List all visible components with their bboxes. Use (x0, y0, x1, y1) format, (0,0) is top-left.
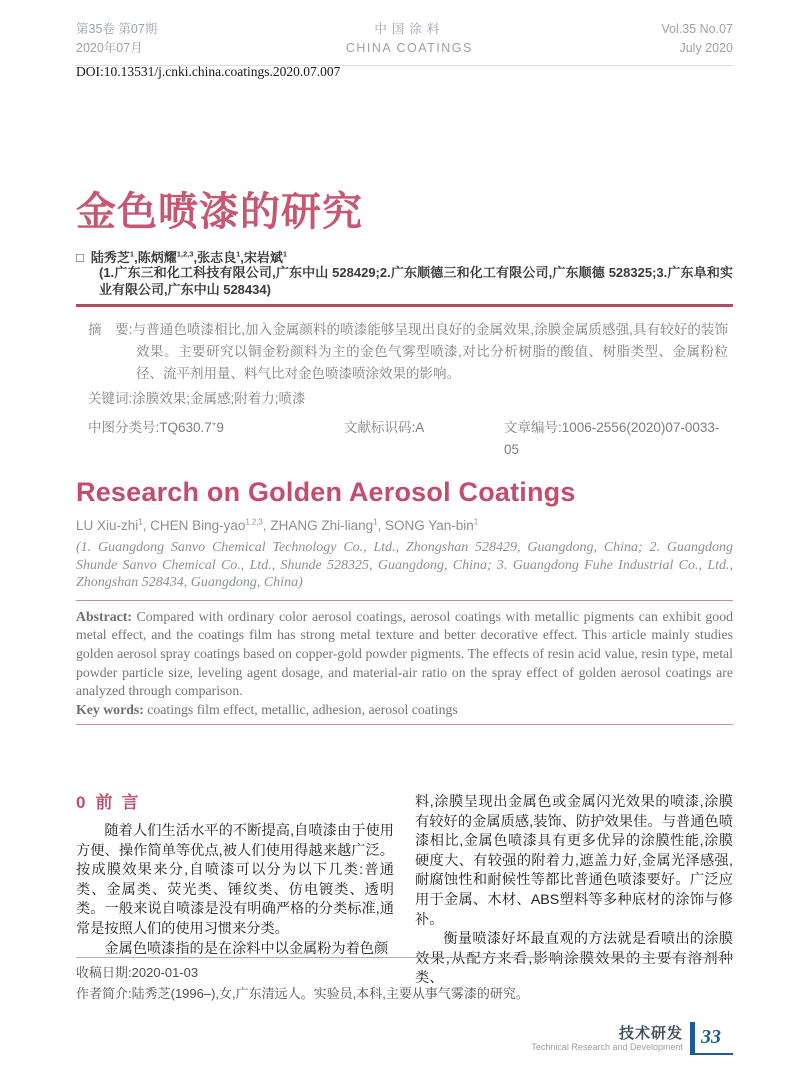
doi-line: DOI:10.13531/j.cnki.china.coatings.2020.07.007 (76, 64, 341, 79)
body-paragraph: 金属色喷漆指的是在涂料中以金属粉为着色颜 (104, 940, 389, 957)
abstract-label-cn: 摘 要: (88, 322, 133, 337)
journal-name (346, 20, 473, 58)
body-paragraph: 衡量喷漆好坏最直观的方法就是看喷出的涂膜效果,从配方来看,影响涂膜效果的主要有溶剂种类、 (415, 931, 733, 987)
clc-value: TQ630.7+9 (159, 419, 224, 435)
author-bio-line (76, 983, 733, 1004)
abstract-cn (88, 319, 728, 386)
doc-code-value: A (415, 419, 425, 435)
received-date-label: 收稿日期: (76, 965, 132, 980)
article-title-cn: 金色喷漆的研究 (76, 190, 363, 234)
classification-row (88, 417, 728, 461)
section-heading (76, 793, 394, 813)
keywords-label-en: Key words: (76, 701, 144, 717)
footer-column-name (531, 1022, 683, 1053)
page-number-badge (690, 1022, 733, 1055)
author-bio-label: 作者简介: (76, 986, 132, 1001)
received-date-line (76, 962, 733, 983)
journal-issue-info-en (661, 20, 733, 58)
divider-thin-bottom (76, 724, 733, 725)
body-paragraph: 随着人们生活水平的不断提高,自喷漆由于使用方便、操作简单等优点,被人们使用得越来越广泛。按成膜效果来分,自喷漆可以分为以下几类:普通类、金属类、荧光类、锤纹类、仿电镀类、透明类。一般来说自喷漆是没有明确严格的分类标准,通常是按照人们的使用习惯来分类。 (76, 823, 394, 937)
abstract-label-en: Abstract: (76, 608, 132, 624)
keywords-cn (88, 388, 728, 410)
affiliation-cn: (1.广东三和化工科技有限公司,广东中山 528429;2.广东顺德三和化工有限公司,广东顺德 528325;3.广东阜和实业有限公司,广东中山 528434) (99, 265, 733, 297)
article-id (504, 417, 728, 461)
journal-header (76, 20, 733, 66)
author-bio-text: 陆秀芝(1996–),女,广东清远人。实验员,本科,主要从事气雾漆的研究。 (131, 986, 529, 1001)
footer-column-en: Technical Research and Development (531, 1042, 683, 1052)
article-id-value: 1006-2556(2020)07-0033-05 (504, 419, 720, 458)
volume-issue-en: Vol.35 No.07 (661, 22, 733, 36)
volume-issue-cn: 第35卷 第07期 (76, 22, 158, 36)
body-paragraph: 料,涂膜呈现出金属色或金属闪光效果的喷漆,涂膜有较好的金属质感,装饰、防护效果佳。与普通色喷漆相比,金属色喷漆具有更多优异的涂膜性能,涂膜硬度大、有较强的附着力,遮盖力好,金属光泽感强,耐腐蚀性和耐候性等都比普通色喷漆要好。广泛应用于金属、木材、ABS塑料等多种底材的涂饰与修补。 (415, 794, 733, 928)
doc-code-label: 文献标识码: (344, 419, 416, 435)
page-number: 33 (695, 1022, 733, 1055)
issue-date-en: July 2020 (679, 41, 733, 55)
body-column-left (76, 793, 394, 959)
keywords-text-en: coatings film effect, metallic, adhesion, aerosol coatings (147, 701, 458, 717)
page-footer (531, 1022, 733, 1055)
article-id-label: 文章编号: (504, 419, 562, 435)
abstract-text-cn: 与普通色喷漆相比,加入金属颜料的喷漆能够呈现出良好的金属效果,涂膜金属质感强,具有较好的装饰效果。主要研究以铜金粉颜料为主的金色气雾型喷漆,对比分析树脂的酸值、树脂类型、金属粉粒径、流平剂用量、料气比对金色喷漆喷涂效果的影响。 (132, 322, 728, 382)
keywords-en (76, 701, 733, 720)
abstract-text-en: Compared with ordinary color aerosol coatings, aerosol coatings with metallic pigments can exhibit good metal effect, and the coatings film has strong metal texture and better decorative effect. This article mainly studies golden aerosol spray coatings based on copper-gold powder pigments. The effects of resin acid value, resin type, metal powder particle size, leveling agent dosage, and material-air ratio on the spray effect of golden aerosol coatings are analyzed through comparison. (76, 608, 733, 699)
journal-title-cn: 中国涂料 (374, 22, 445, 36)
section-title: 前言 (95, 793, 148, 812)
received-date-value: 2020-01-03 (131, 965, 199, 980)
section-number: 0 (76, 793, 86, 812)
clc-number (88, 417, 344, 461)
abstract-en (76, 608, 733, 701)
issue-date-cn: 2020年07月 (76, 41, 143, 55)
footer-column-cn: 技术研发 (618, 1025, 683, 1042)
keywords-text-cn: 涂膜效果;金属感;附着力;喷漆 (132, 390, 306, 406)
divider-thin-top (76, 600, 733, 601)
article-title-en: Research on Golden Aerosol Coatings (76, 477, 576, 507)
keywords-label-cn: 关键词: (88, 390, 133, 406)
authors-cn-names: 陆秀芝$^1$,陈炳耀$^{1,2,3}$,张志良$^1$,宋岩斌$^1$ (90, 249, 288, 265)
authors-cn (76, 247, 733, 266)
author-marker-icon: □ (76, 250, 84, 265)
affiliation-en: (1. Guangdong Sanvo Chemical Technology Co., Ltd., Zhongshan 528429, Guangdong, China; 2. Guangdong Shunde Sanvo Chemical Co., Ltd., Shunde 528325, Guangdong, China; 3. Guangdong Fuhe Industrial Co., Ltd., Zhongshan 528434, Guangdong, China) (76, 540, 733, 591)
english-block (76, 476, 733, 725)
divider-thick (76, 304, 733, 307)
authors-en: LU Xiu-zhi$^1$, CHEN Bing-yao$^{1,2,3}$, ZHANG Zhi-liang$^1$, SONG Yan-bin$^1$ (76, 517, 479, 533)
journal-issue-info-cn (76, 20, 157, 58)
footnotes-block (76, 957, 733, 1004)
body-left-paragraphs (76, 822, 394, 959)
chinese-meta-block (76, 319, 733, 461)
document-code (344, 417, 504, 461)
clc-label: 中图分类号: (88, 419, 160, 435)
journal-title-en: CHINA COATINGS (345, 41, 473, 55)
